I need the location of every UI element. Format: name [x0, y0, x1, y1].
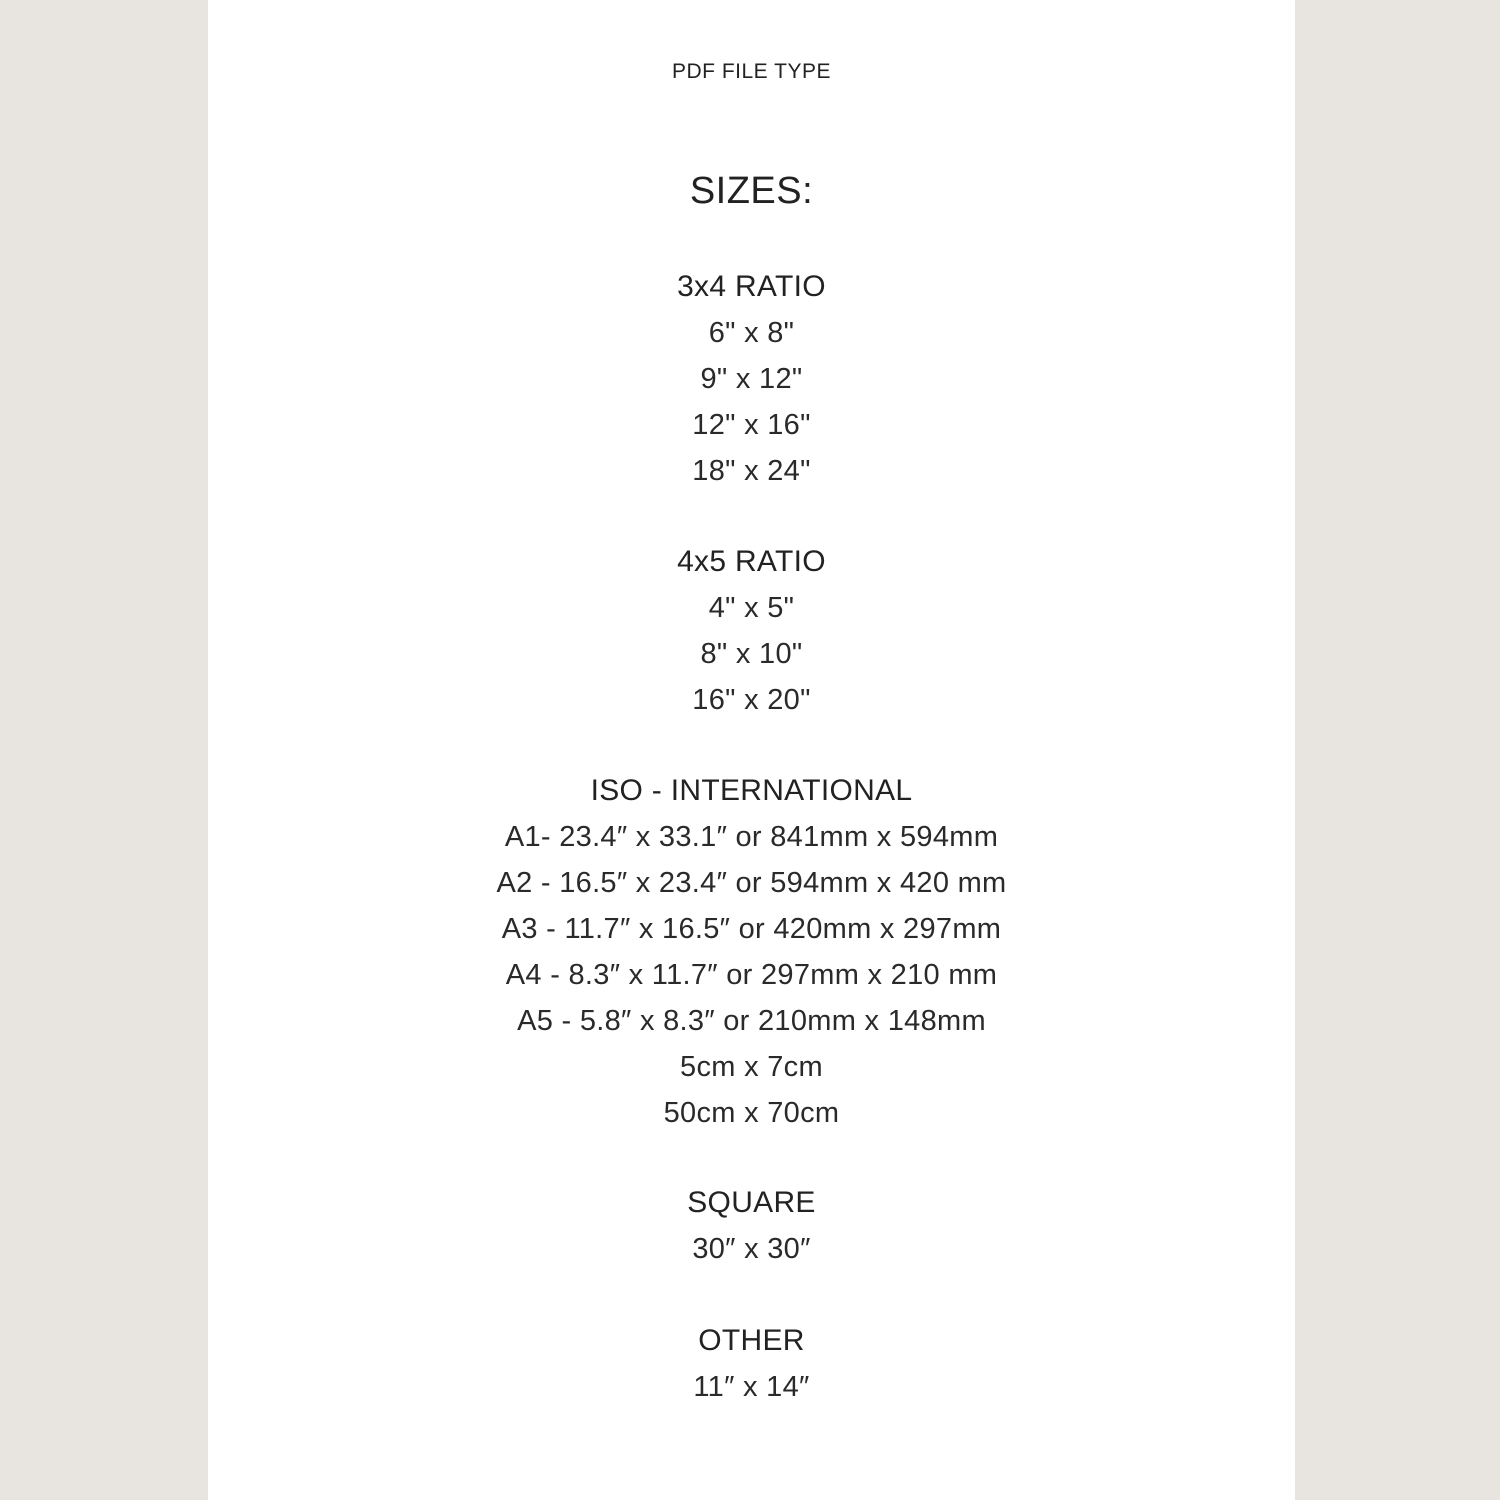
file-type-label: PDF FILE TYPE	[672, 60, 831, 83]
size-item: A2 - 16.5″ x 23.4″ or 594mm x 420 mm	[496, 867, 1007, 899]
size-guide-page	[208, 0, 1295, 1500]
section-heading: ISO - INTERNATIONAL	[590, 774, 913, 807]
size-item: 11″ x 14″	[693, 1371, 810, 1403]
size-item: 16" x 20"	[692, 684, 811, 716]
size-item: A4 - 8.3″ x 11.7″ or 297mm x 210 mm	[505, 959, 998, 991]
size-item: 5cm x 7cm	[680, 1051, 823, 1083]
section-4x5-ratio	[208, 539, 1295, 723]
section-heading: 3x4 RATIO	[677, 270, 826, 303]
section-heading: OTHER	[698, 1324, 805, 1357]
section-heading: 4x5 RATIO	[677, 545, 826, 578]
section-square	[208, 1180, 1295, 1272]
size-item: 18" x 24"	[692, 455, 811, 487]
size-item: A3 - 11.7″ x 16.5″ or 420mm x 297mm	[501, 913, 1002, 945]
section-3x4-ratio	[208, 264, 1295, 494]
size-item: 6" x 8"	[708, 317, 795, 349]
section-iso-international	[208, 768, 1295, 1136]
size-item: 4" x 5"	[708, 592, 795, 624]
page-title: SIZES:	[689, 170, 814, 212]
size-item: 8" x 10"	[700, 638, 803, 670]
size-item: A1- 23.4″ x 33.1″ or 841mm x 594mm	[504, 821, 999, 853]
size-item: 30″ x 30″	[692, 1233, 811, 1265]
size-item: 9" x 12"	[700, 363, 803, 395]
size-item: 50cm x 70cm	[663, 1097, 840, 1129]
section-heading: SQUARE	[687, 1186, 816, 1219]
section-other	[208, 1318, 1295, 1410]
size-item: 12" x 16"	[692, 409, 811, 441]
size-item: A5 - 5.8″ x 8.3″ or 210mm x 148mm	[517, 1005, 986, 1037]
